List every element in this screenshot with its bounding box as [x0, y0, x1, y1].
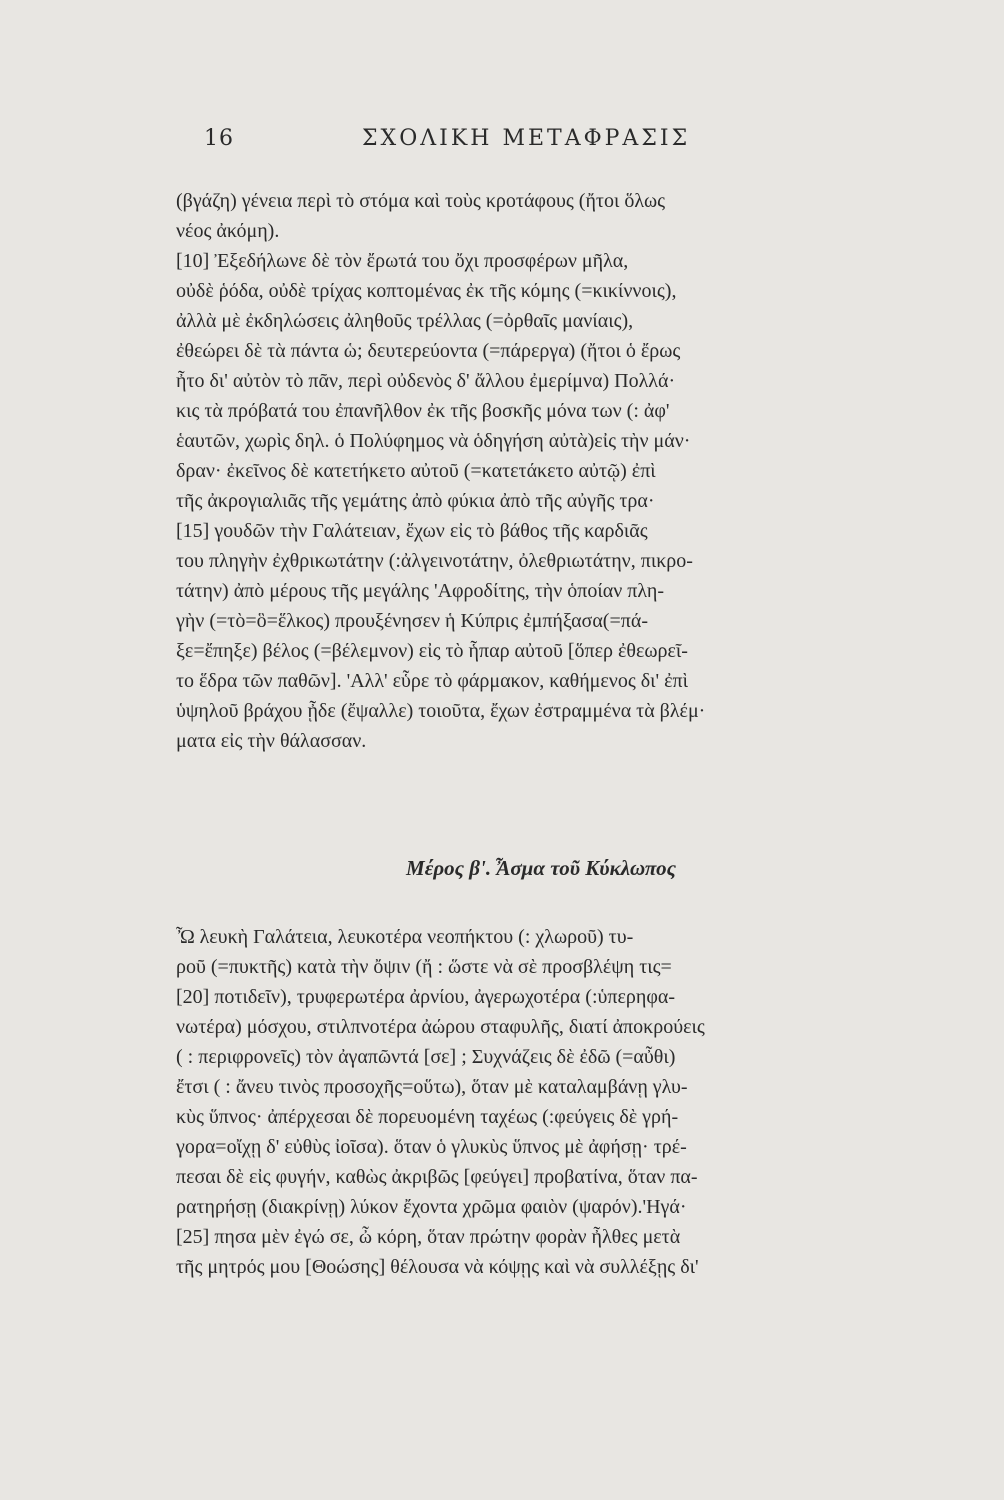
text-line: κις τὰ πρόβατά του ἐπανῆλθον ἐκ τῆς βοσκῆς μόνα των (: ἀφ'	[176, 400, 670, 422]
running-title: ΣΧΟΛΙΚΗ ΜΕΤΑΦΡΑΣΙΣ	[362, 126, 691, 151]
text-line: νωτέρα) μόσχου, στιλπνοτέρα ἀώρου σταφυλῆς, διατί ἀποκρούεις	[176, 1016, 705, 1038]
text-line: το ἕδρα τῶν παθῶν]. 'Αλλ' εὗρε τὸ φάρμακον, καθήμενος δι' ἐπὶ	[176, 670, 689, 692]
text-line: Ὦ λευκὴ Γαλάτεια, λευκοτέρα νεοπήκτου (: χλωροῦ) τυ-	[176, 926, 634, 948]
text-line: ἑαυτῶν, χωρὶς δηλ. ὁ Πολύφημος νὰ ὁδηγήση αὐτὰ)εἰς τὴν μάν·	[176, 430, 691, 452]
text-line: ροῦ (=πυκτῆς) κατὰ τὴν ὄψιν (ἤ : ὥστε νὰ σὲ προσβλέψη τις=	[176, 956, 672, 978]
text-line: γὴν (=τὸ=ὃ=ἕλκος) προυξένησεν ἡ Κύπρις ἐμπήξασα(=πά-	[176, 610, 648, 632]
text-line: [25] πησα μὲν ἐγώ σε, ὦ κόρη, ὅταν πρώτην φορὰν ἦλθες μετὰ	[176, 1226, 681, 1248]
text-line: [10] Ἐξεδήλωνε δὲ τὸν ἔρωτά του ὄχι προσφέρων μῆλα,	[176, 250, 629, 272]
text-line: οὐδὲ ῥόδα, οὐδὲ τρίχας κοπτομένας ἐκ τῆς κόμης (=κικίννοις),	[176, 280, 677, 302]
text-line: (βγάζη) γένεια περὶ τὸ στόμα καὶ τοὺς κροτάφους (ἤτοι ὅλως	[176, 190, 666, 212]
text-line: ρατηρήσῃ (διακρίνῃ) λύκον ἔχοντα χρῶμα φαιὸν (ψαρόν).'Ηγά·	[176, 1196, 687, 1218]
text-line: δραν· ἐκεῖνος δὲ κατετήκετο αὐτοῦ (=κατετάκετο αὐτῷ) ἐπὶ	[176, 460, 656, 482]
text-line: ἀλλὰ μὲ ἐκδηλώσεις ἀληθοῦς τρέλλας (=ὀρθαῖς μανίαις),	[176, 310, 634, 332]
text-line: ἔτσι ( : ἄνευ τινὸς προσοχῆς=οὕτω), ὅταν μὲ καταλαμβάνῃ γλυ-	[176, 1076, 688, 1098]
text-line: ὑψηλοῦ βράχου ᾖδε (ἔψαλλε) τοιοῦτα, ἔχων ἐστραμμένα τὰ βλέμ·	[176, 700, 706, 722]
text-line: πεσαι δὲ εἰς φυγήν, καθὼς ἀκριβῶς [φεύγει] προβατίνα, ὅταν πα-	[176, 1166, 698, 1188]
body-text-block-2	[176, 922, 906, 1282]
text-line: κὺς ὕπνος· ἀπέρχεσαι δὲ πορευομένη ταχέως (:φεύγεις δὲ γρή-	[176, 1106, 679, 1128]
text-line: ( : περιφρονεῖς) τὸν ἀγαπῶντά [σε] ; Συχνάζεις δὲ ἐδῶ (=αὖθι)	[176, 1046, 676, 1068]
text-line: τῆς ἀκρογιαλιᾶς τῆς γεμάτης ἀπὸ φύκια ἀπὸ τῆς αὐγῆς τρα·	[176, 490, 655, 512]
section-title: Μέρος β'. Ἆσμα τοῦ Κύκλωπος	[406, 856, 676, 880]
text-line: ματα εἰς τὴν θάλασσαν.	[176, 730, 367, 752]
page-number: 16	[204, 126, 234, 151]
page-header	[168, 126, 728, 160]
text-line: ἐθεώρει δὲ τὰ πάντα ὡ; δευτερεύοντα (=πάρεργα) (ἤτοι ὁ ἔρως	[176, 340, 681, 362]
text-line: [15] γουδῶν τὴν Γαλάτειαν, ἔχων εἰς τὸ βάθος τῆς καρδιᾶς	[176, 520, 648, 542]
text-line: ἦτο δι' αὐτὸν τὸ πᾶν, περὶ οὐδενὸς δ' ἄλλου ἐμερίμνα) Πολλά·	[176, 370, 676, 392]
text-line: ξε=ἔπηξε) βέλος (=βέλεμνον) εἰς τὸ ἧπαρ αὐτοῦ [ὅπερ ἐθεωρεῖ-	[176, 640, 688, 662]
body-text-block-1	[176, 186, 906, 756]
text-line: νέος ἀκόμη).	[176, 220, 280, 242]
text-line: τῆς μητρός μου [Θοώσης] θέλουσα νὰ κόψῃς καὶ νὰ συλλέξῃς δι'	[176, 1256, 699, 1278]
text-line: [20] ποτιδεῖν), τρυφερωτέρα ἀρνίου, ἀγερωχοτέρα (:ὑπερηφα-	[176, 986, 676, 1008]
text-line: γορα=οἴχῃ δ' εὐθὺς ἰοῖσα). ὅταν ὁ γλυκὺς ὕπνος μὲ ἀφήσῃ· τρέ-	[176, 1136, 687, 1158]
text-line: του πληγὴν ἐχθρικωτάτην (:ἀλγεινοτάτην, ὀλεθριωτάτην, πικρο-	[176, 550, 693, 572]
text-line: τάτην) ἀπὸ μέρους τῆς μεγάλης 'Αφροδίτης, τὴν ὁποίαν πλη-	[176, 580, 665, 602]
